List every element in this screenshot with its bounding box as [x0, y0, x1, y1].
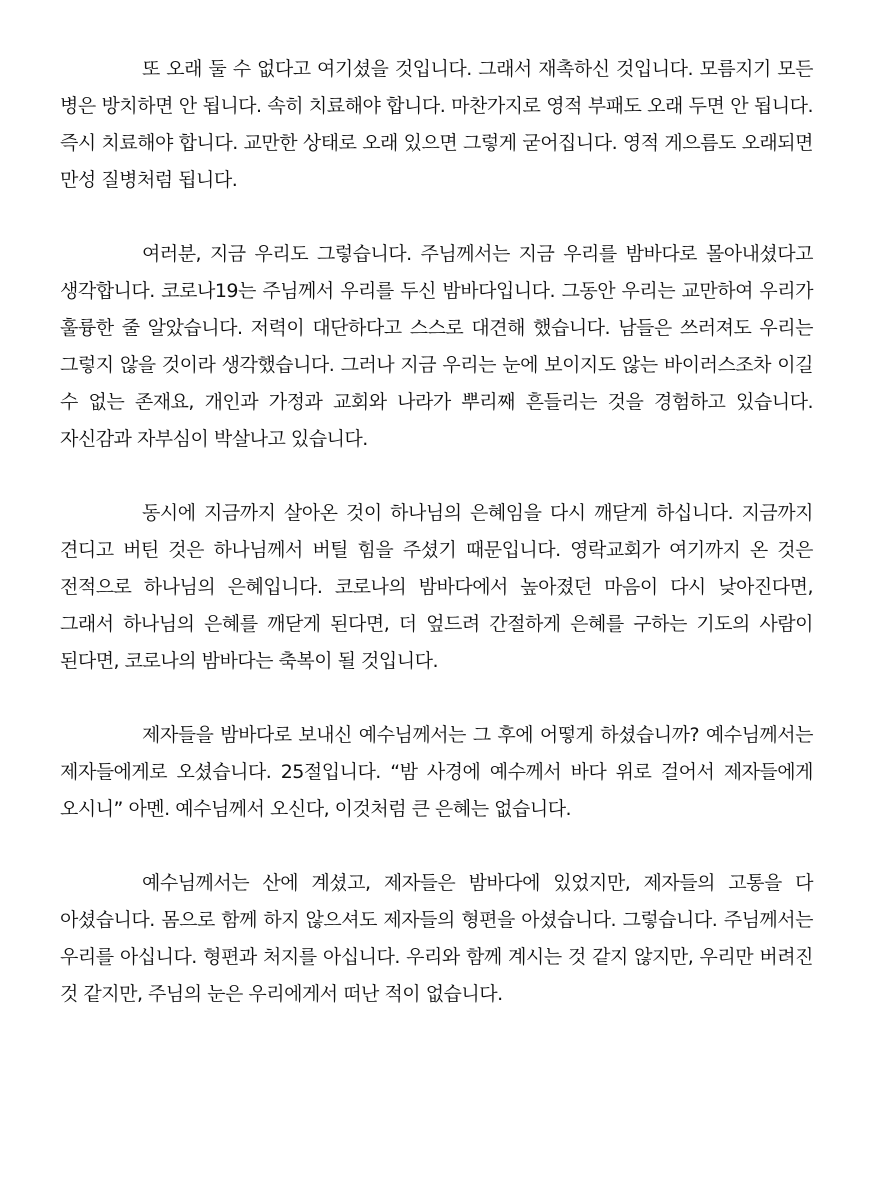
document-body: [60, 51, 813, 1013]
paragraph-5: 예수님께서는 산에 계셨고, 제자들은 밤바다에 있었지만, 제자들의 고통을 다 아셨습니다. 몸으로 함께 하지 않으셔도 제자들의 형편을 아셨습니다. 그렇습니다. 주님께서는 우리를 아십니다. 형편과 처지를 아십니다. 우리와 함께 계시는 것 같지 않지만, 우리만 버려진 것 같지만, 주님의 눈은 우리에게서 떠난 적이 없습니다.: [60, 872, 813, 1005]
paragraph-3: 동시에 지금까지 살아온 것이 하나님의 은혜임을 다시 깨닫게 하십니다. 지금까지 견디고 버틴 것은 하나님께서 버틸 힘을 주셨기 때문입니다. 영락교회가 여기까지 온 것은 전적으로 하나님의 은혜입니다. 코로나의 밤바다에서 높아졌던 마음이 다시 낮아진다면, 그래서 하나님의 은혜를 깨닫게 된다면, 더 엎드려 간절하게 은혜를 구하는 기도의 사람이 된다면, 코로나의 밤바다는 축복이 될 것입니다.: [60, 502, 813, 672]
paragraph-2: 여러분, 지금 우리도 그렇습니다. 주님께서는 지금 우리를 밤바다로 몰아내셨다고 생각합니다. 코로나19는 주님께서 우리를 두신 밤바다입니다. 그동안 우리는 교만하여 우리가 훌륭한 줄 알았습니다. 저력이 대단하다고 스스로 대견해 했습니다. 남들은 쓰러져도 우리는 그렇지 않을 것이라 생각했습니다. 그러나 지금 우리는 눈에 보이지도 않는 바이러스조차 이길 수 없는 존재요, 개인과 가정과 교회와 나라가 뿌리째 흔들리는 것을 경험하고 있습니다. 자신감과 자부심이 박살나고 있습니다.: [60, 243, 813, 450]
paragraph-4: 제자들을 밤바다로 보내신 예수님께서는 그 후에 어떻게 하셨습니까? 예수님께서는 제자들에게로 오셨습니다. 25절입니다. “밤 사경에 예수께서 바다 위로 걸어서 제자들에게 오시니” 아멘. 예수님께서 오신다, 이것처럼 큰 은혜는 없습니다.: [60, 724, 813, 820]
paragraph-1: 또 오래 둘 수 없다고 여기셨을 것입니다. 그래서 재촉하신 것입니다. 모름지기 모든 병은 방치하면 안 됩니다. 속히 치료해야 합니다. 마찬가지로 영적 부패도 오래 두면 안 됩니다. 즉시 치료해야 합니다. 교만한 상태로 오래 있으면 그렇게 굳어집니다. 영적 게으름도 오래되면 만성 질병처럼 됩니다.: [60, 58, 813, 191]
